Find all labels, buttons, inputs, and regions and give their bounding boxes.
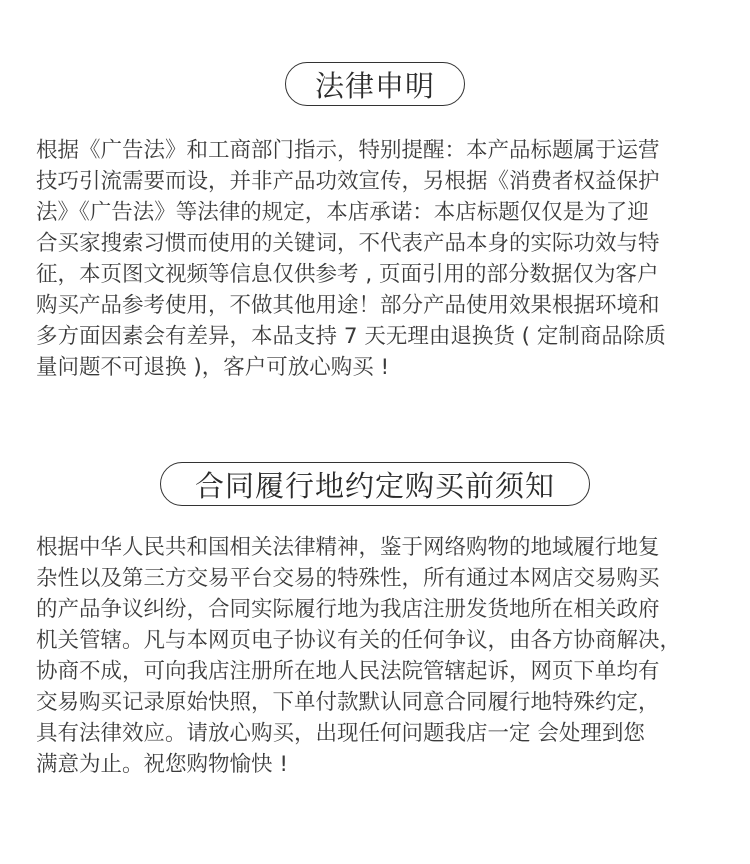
- legal-statement-line: 合买家搜索习惯而使用的关键词，不代表产品本身的实际功效与特: [36, 231, 660, 256]
- contract-notice-line: 根据中华人民共和国相关法律精神，鉴于网络购物的地域履行地复: [36, 535, 660, 560]
- contract-notice-line: 满意为止。祝您购物愉快 !: [36, 752, 288, 777]
- legal-statement-text: [36, 135, 726, 383]
- legal-statement-line: 根据《广告法》和工商部门指示，特别提醒：本产品标题属于运营: [36, 138, 660, 163]
- contract-notice-line: 机关管辖。凡与本网页电子协议有关的任何争议，由各方协商解决，: [36, 628, 682, 653]
- contract-notice-line: 具有法律效应。请放心购买，出现任何问题我店一定 会处理到您: [36, 721, 645, 746]
- legal-statement-title: 法律申明: [285, 62, 465, 106]
- contract-notice-title: 合同履行地约定购买前须知: [160, 462, 590, 506]
- legal-statement-line: 技巧引流需要而设，并非产品功效宣传，另根据《消费者权益保护: [36, 169, 660, 194]
- contract-notice-text: [36, 532, 726, 780]
- legal-statement-line: 法》《广告法》等法律的规定，本店承诺：本店标题仅仅是为了迎: [36, 200, 649, 225]
- contract-notice-line: 的产品争议纠纷，合同实际履行地为我店注册发货地所在相关政府: [36, 597, 660, 622]
- contract-notice-line: 交易购买记录原始快照，下单付款默认同意合同履行地特殊约定，: [36, 690, 660, 715]
- legal-statement-line: 征，本页图文视频等信息仅供参考 , 页面引用的部分数据仅为客户: [36, 262, 659, 287]
- contract-notice-line: 协商不成，可向我店注册所在地人民法院管辖起诉，网页下单均有: [36, 659, 660, 684]
- contract-notice-line: 杂性以及第三方交易平台交易的特殊性，所有通过本网店交易购买: [36, 566, 660, 591]
- legal-statement-line: 量问题不可退换 )，客户可放心购买 !: [36, 355, 390, 380]
- legal-statement-line: 购买产品参考使用，不做其他用途！部分产品使用效果根据环境和: [36, 293, 660, 318]
- legal-statement-line: 多方面因素会有差异，本品支持 7 天无理由退换货 ( 定制商品除质: [36, 324, 666, 349]
